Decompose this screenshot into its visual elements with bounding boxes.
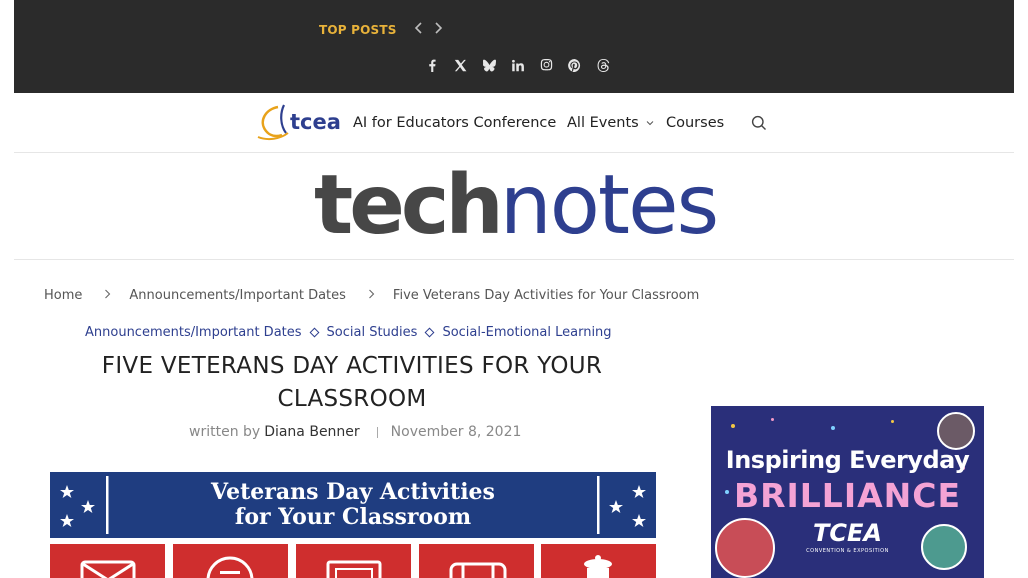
featured-banner: [50, 472, 656, 538]
logo-notes: notes: [499, 158, 718, 253]
featured-image: [50, 472, 656, 578]
activity-tile: [419, 544, 534, 578]
masthead: [14, 153, 1014, 260]
sidebar-ad[interactable]: [711, 406, 984, 578]
instagram-icon[interactable]: [532, 55, 561, 75]
ad-subtitle: CONVENTION & EXPOSITION: [806, 548, 889, 554]
nav-item-courses[interactable]: Courses: [666, 115, 725, 131]
social-links: [418, 55, 618, 75]
post-date: November 8, 2021: [390, 424, 522, 440]
confetti: [731, 424, 735, 428]
technotes-logo[interactable]: [314, 158, 717, 254]
page-frame: [14, 0, 1014, 578]
main-nav: [14, 93, 1014, 153]
ad-photo: [937, 412, 975, 450]
tcea-logo[interactable]: [256, 99, 340, 139]
threads-icon[interactable]: [589, 55, 618, 75]
nav-item-all-events[interactable]: [567, 115, 654, 131]
post-meta: [189, 424, 521, 440]
soldier-icon: [541, 544, 656, 578]
breadcrumb: [44, 288, 699, 303]
post-title-line2: CLASSROOM: [277, 386, 427, 412]
chevron-right-icon: [368, 288, 375, 303]
breadcrumb-current: Five Veterans Day Activities for Your Classroom: [392, 288, 700, 303]
facebook-icon[interactable]: [418, 55, 447, 75]
breadcrumb-home[interactable]: Home: [44, 288, 83, 303]
laptop-icon: [296, 544, 411, 578]
linkedin-icon[interactable]: [504, 55, 533, 75]
top-bar: [14, 0, 1014, 93]
featured-line1: Veterans Day Activities: [211, 479, 495, 505]
written-by-label: written by: [189, 424, 261, 440]
featured-banner-title: [120, 480, 586, 530]
confetti: [831, 426, 835, 430]
breadcrumb-category[interactable]: Announcements/Important Dates: [129, 288, 346, 303]
nav-item-ai-conference[interactable]: AI for Educators Conference: [353, 115, 557, 131]
activity-tile: [296, 544, 411, 578]
chevron-right-icon: [104, 288, 111, 303]
featured-line2: for Your Classroom: [234, 504, 472, 530]
post-title-line1: FIVE VETERANS DAY ACTIVITIES FOR YOUR: [101, 353, 603, 379]
x-icon[interactable]: [447, 55, 476, 75]
diamond-separator-icon: [425, 328, 435, 338]
meta-divider: [377, 427, 378, 438]
diamond-separator-icon: [309, 328, 319, 338]
confetti: [771, 418, 774, 421]
nav-item-all-events-label: All Events: [567, 115, 639, 131]
activity-tile: [541, 544, 656, 578]
activity-tile: [50, 544, 165, 578]
activity-tile: [173, 544, 288, 578]
top-posts-label: TOP POSTS: [319, 23, 397, 37]
envelope-icon: [50, 544, 165, 578]
post-categories: [85, 325, 612, 340]
logo-text: tcea: [290, 110, 340, 134]
author-link[interactable]: Diana Benner: [264, 424, 360, 440]
category-link[interactable]: Social Studies: [326, 325, 418, 340]
bluesky-icon[interactable]: [475, 55, 504, 75]
scroll-icon: [419, 544, 534, 578]
pinterest-icon[interactable]: [561, 55, 590, 75]
ad-logo: TCEA: [813, 519, 882, 547]
chat-bubble-icon: [173, 544, 288, 578]
ad-headline: Inspiring Everyday: [725, 446, 970, 474]
ad-headline-accent: BRILLIANCE: [733, 476, 962, 515]
search-icon[interactable]: [751, 115, 767, 131]
chevron-down-icon: [646, 120, 654, 126]
category-link[interactable]: Social-Emotional Learning: [442, 325, 612, 340]
post-title: [54, 350, 650, 416]
category-link[interactable]: Announcements/Important Dates: [85, 325, 302, 340]
logo-tech: tech: [314, 158, 500, 253]
chevron-right-icon[interactable]: [433, 21, 447, 37]
chevron-left-icon[interactable]: [414, 21, 428, 37]
confetti: [891, 420, 894, 423]
